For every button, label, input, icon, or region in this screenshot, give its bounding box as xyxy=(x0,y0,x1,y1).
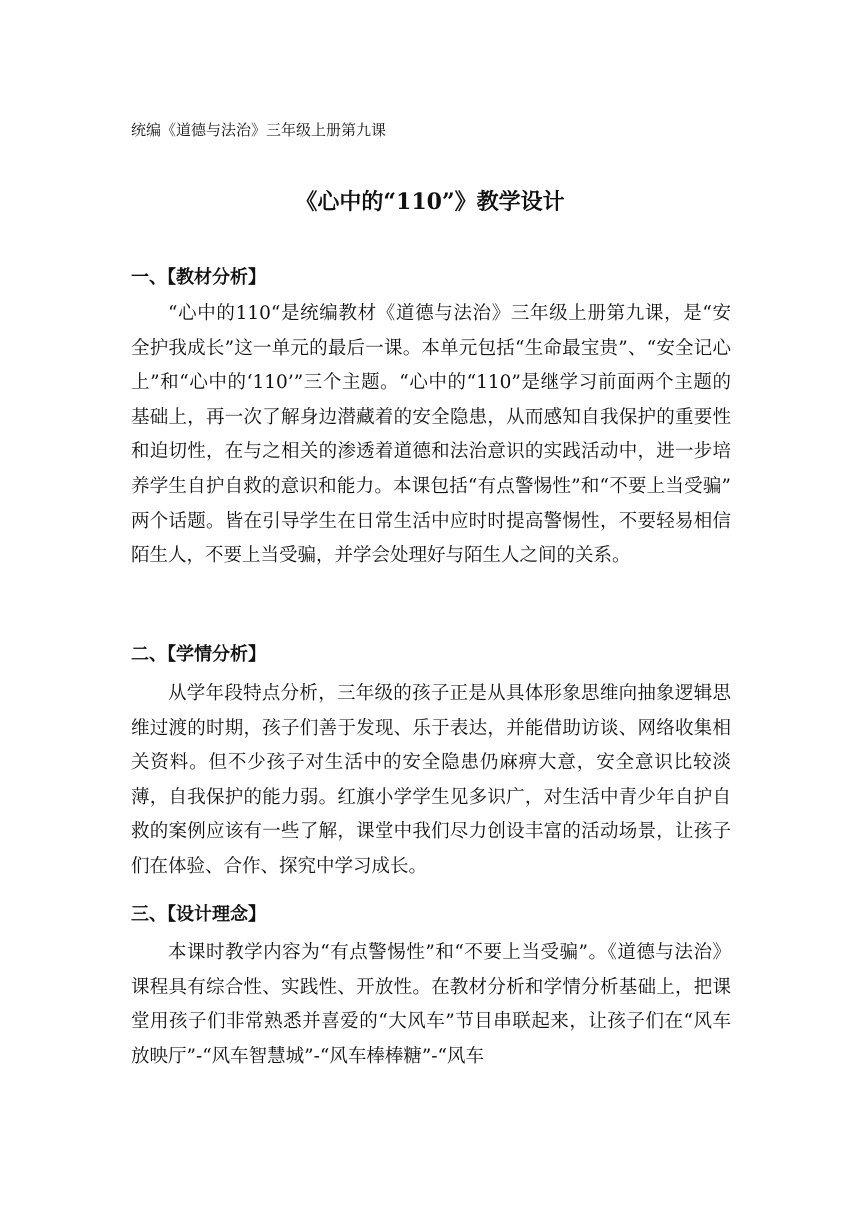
section-heading-textbook-analysis: 一、【教材分析】 xyxy=(131,267,266,288)
course-subtitle: 统编《道德与法治》三年级上册第九课 xyxy=(131,121,387,139)
section-heading-learner-analysis: 二、【学情分析】 xyxy=(131,644,266,665)
section-body-textbook-analysis: “心中的110“是统编教材《道德与法治》三年级上册第九课，是“安全护我成长”这一单元的最后一课。本单元包括“生命最宝贵”、“安全记心上”和“心中的‘110’”三个主题。“心中的“110”是继学习前面两个主题的基础上，再一次了解身边潜藏着的安全隐患，从而感知自我保护的重要性和迫切性，在与之相关的渗透着道德和法治意识的实践活动中，进一步培养学生自护自救的意识和能力。本课包括“有点警惕性”和“不要上当受骗” 两个话题。皆在引导学生在日常生活中应时时提高警惕性，不要轻易相信陌生人，不要上当受骗，并学会处理好与陌生人之间的关系。 xyxy=(131,303,731,567)
section-heading-design-concept: 三、【设计理念】 xyxy=(131,904,266,925)
section-body-learner-analysis: 从学年段特点分析，三年级的孩子正是从具体形象思维向抽象逻辑思维过渡的时期，孩子们善于发现、乐于表达，并能借助访谈、网络收集相关资料。但不少孩子对生活中的安全隐患仍麻痹大意，安全意识比较淡薄，自我保护的能力弱。红旗小学学生见多识广，对生活中青少年自护自救的案例应该有一些了解，课堂中我们尽力创设丰富的活动场景，让孩子们在体验、合作、探究中学习成长。 xyxy=(131,683,731,877)
section-body-design-concept: 本课时教学内容为“有点警惕性”和“不要上当受骗”。《道德与法治》课程具有综合性、实践性、开放性。在教材分析和学情分析基础上，把课堂用孩子们非常熟悉并喜爱的“大风车”节目串联起来，让孩子们在“风车放映厅”-“风车智慧城”-“风车棒棒糖”-“风车 xyxy=(131,942,731,1067)
document-title: 《心中的“110”》教学设计 xyxy=(295,189,565,215)
